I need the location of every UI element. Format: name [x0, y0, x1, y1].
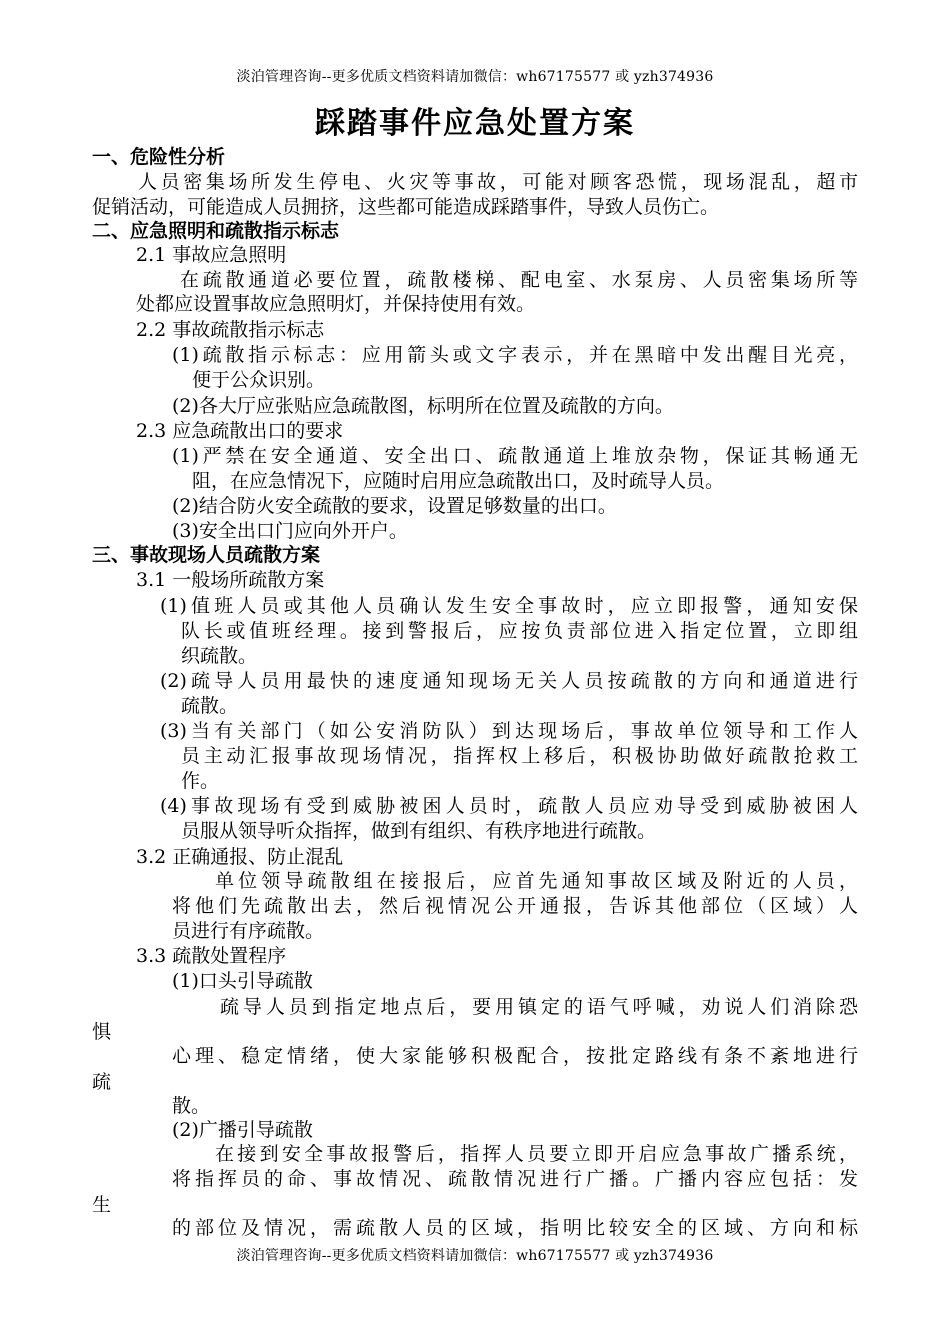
list-item-line: 员主动汇报事故现场情况，指挥权上移后，积极协助做好疏散抢救工: [181, 745, 858, 767]
paragraph-line: 人员密集场所发生停电、火灾等事故，可能对顾客恐慌，现场混乱，超市: [138, 171, 858, 193]
list-item-line: (2)广播引导疏散: [172, 1119, 313, 1141]
list-item-line: (1)值班人员或其他人员确认发生安全事故时，应立即报警，通知安保: [160, 595, 858, 617]
section-heading: 三、事故现场人员疏散方案: [92, 544, 321, 566]
list-item-line: (2)各大厅应张贴应急疏散图，标明所在位置及疏散的方向。: [172, 395, 674, 417]
paragraph-line: 心理、稳定情绪，使大家能够积极配合，按批定路线有条不紊地进行: [172, 1045, 858, 1067]
page-header: 淡泊管理咨询--更多优质文档资料请加微信：wh67175577 或 yzh374936: [236, 69, 714, 85]
paragraph-line: 将指挥员的命、事故情况、疏散情况进行广播。广播内容应包括：发: [172, 1168, 858, 1190]
section-heading: 一、危险性分析: [92, 146, 226, 168]
list-item-line: 疏散。: [181, 695, 239, 717]
paragraph-line: 促销活动，可能造成人员拥挤，这些都可能造成踩踏事件，导致人员伤亡。: [92, 196, 720, 218]
subsection-heading: 3.2 正确通报、防止混乱: [136, 846, 344, 868]
paragraph-line: 惧: [92, 1021, 112, 1043]
list-item-line: (1)疏散指示标志：应用箭头或文字表示，并在黑暗中发出醒目光亮，: [172, 344, 858, 366]
list-item-line: 织疏散。: [181, 645, 258, 667]
paragraph-line: 处都应设置事故应急照明灯，并保持使用有效。: [136, 293, 536, 315]
list-item-line: 便于公众识别。: [192, 369, 326, 391]
paragraph-line: 散。: [172, 1095, 211, 1117]
list-item-line: (1)口头引导疏散: [172, 970, 313, 992]
subsection-heading: 3.3 疏散处置程序: [136, 945, 287, 967]
subsection-heading: 2.3 应急疏散出口的要求: [136, 420, 344, 442]
paragraph-line: 疏: [92, 1071, 112, 1093]
list-item-line: (2)疏导人员用最快的速度通知现场无关人员按疏散的方向和通道进行: [160, 670, 858, 692]
paragraph-line: 单位领导疏散组在接报后，应首先通知事故区域及附近的人员，: [215, 870, 858, 892]
paragraph-line: 将他们先疏散出去，然后视情况公开通报，告诉其他部位（区域）人: [172, 895, 858, 917]
list-item-line: 作。: [181, 770, 220, 792]
subsection-heading: 2.2 事故疏散指示标志: [136, 319, 325, 341]
paragraph-line: 员进行有序疏散。: [172, 920, 325, 942]
paragraph-line: 疏导人员到指定地点后，要用镇定的语气呼喊，劝说人们消除恐: [220, 996, 858, 1018]
paragraph-line: 在接到安全事故报警后，指挥人员要立即开启应急事故广播系统，: [215, 1143, 858, 1165]
subsection-heading: 2.1 事故应急照明: [136, 244, 287, 266]
paragraph-line: 在疏散通道必要位置，疏散楼梯、配电室、水泵房、人员密集场所等: [180, 269, 858, 291]
section-heading: 二、应急照明和疏散指示标志: [92, 220, 340, 242]
subsection-heading: 3.1 一般场所疏散方案: [136, 569, 325, 591]
page-footer: 淡泊管理咨询--更多优质文档资料请加微信：wh67175577 或 yzh374936: [236, 1248, 714, 1264]
list-item-line: (3)当有关部门（如公安消防队）到达现场后，事故单位领导和工作人: [160, 720, 858, 742]
list-item-line: (1)严禁在安全通道、安全出口、疏散通道上堆放杂物，保证其畅通无: [172, 445, 858, 467]
list-item-line: 队长或值班经理。接到警报后，应按负责部位进入指定位置，立即组: [181, 620, 858, 642]
list-item-line: 员服从领导听众指挥，做到有组织、有秩序地进行疏散。: [181, 820, 657, 842]
document-title: 踩踏事件应急处置方案: [315, 106, 635, 141]
list-item-line: (2)结合防火安全疏散的要求，设置足够数量的出口。: [172, 495, 617, 517]
paragraph-line: 的部位及情况，需疏散人员的区域，指明比较安全的区域、方向和标: [172, 1217, 858, 1239]
list-item-line: 阻，在应急情况下，应随时启用应急疏散出口，及时疏导人员。: [192, 470, 725, 492]
paragraph-line: 生: [92, 1194, 112, 1216]
list-item-line: (3)安全出口门应向外开户。: [172, 520, 408, 542]
list-item-line: (4)事故现场有受到威胁被困人员时，疏散人员应劝导受到威胁被困人: [160, 795, 858, 817]
